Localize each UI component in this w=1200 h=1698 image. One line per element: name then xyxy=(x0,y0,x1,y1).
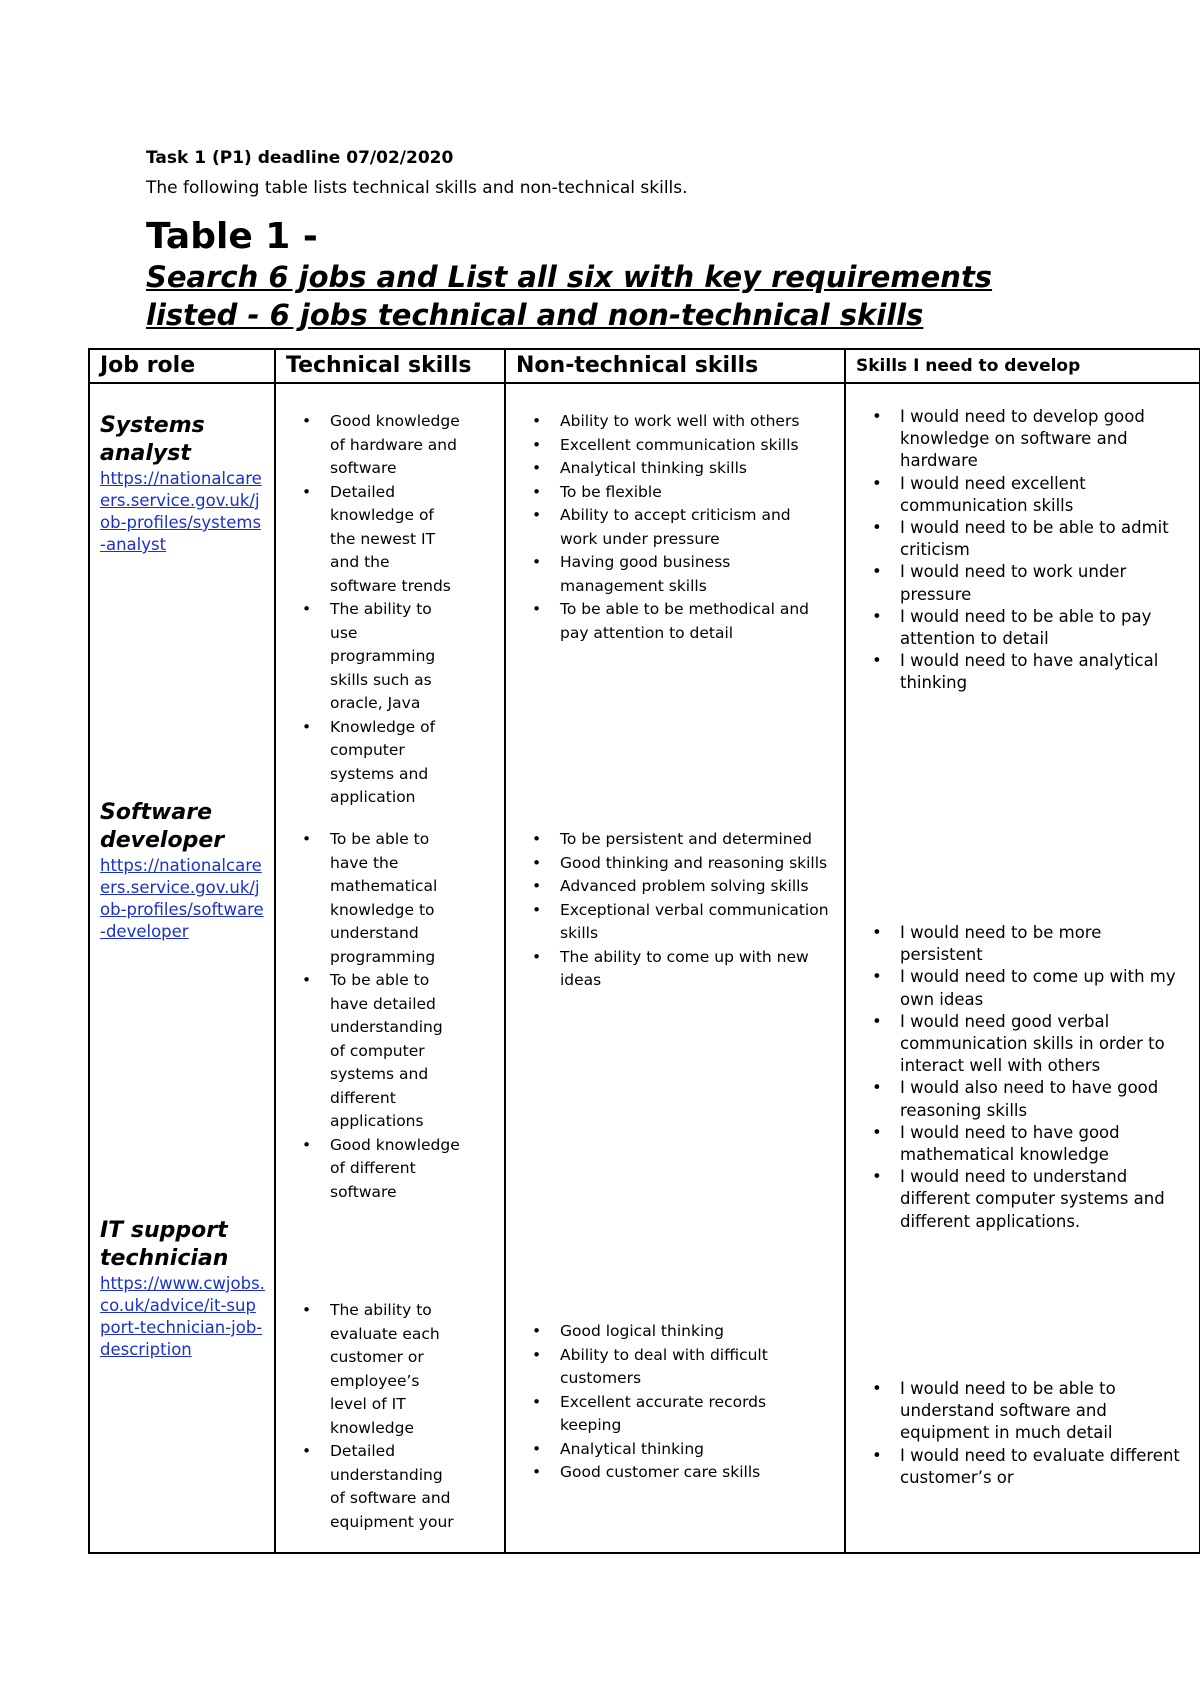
non-technical-skill-list xyxy=(520,828,830,993)
technical-skill-item: • The ability to use programming skills such as oracle, Java xyxy=(290,598,460,716)
develop-skill-item: • I would need to evaluate different customer’s or xyxy=(860,1445,1180,1489)
develop-skill-item: • I would need to be able to admit criticism xyxy=(860,517,1180,561)
header-skills-to-develop: Skills I need to develop xyxy=(845,349,1200,383)
non-technical-skill-item: • Ability to deal with difficult customers xyxy=(520,1344,830,1391)
non-technical-skill-item: • The ability to come up with new ideas xyxy=(520,946,830,993)
technical-skill-item: • Good knowledge of hardware and software xyxy=(290,410,460,481)
non-technical-skill-item: • To be persistent and determined xyxy=(520,828,830,852)
non-technical-skill-list xyxy=(520,1320,830,1485)
develop-skill-item: • I would need to understand different computer systems and different applications. xyxy=(860,1166,1180,1233)
non-technical-skill-item: • To be able to be methodical and pay attention to detail xyxy=(520,598,830,645)
job-role-block xyxy=(100,412,265,556)
non-technical-skill-item: • Ability to work well with others xyxy=(520,410,830,434)
table-title: Table 1 - xyxy=(146,216,318,257)
job-title: IT support technician xyxy=(100,1218,229,1271)
non-technical-skill-item: • Good thinking and reasoning skills xyxy=(520,852,830,876)
technical-skill-list xyxy=(290,1299,460,1534)
develop-skill-item: • I would need excellent communication skills xyxy=(860,473,1180,517)
develop-skill-item: • I would also need to have good reasoning skills xyxy=(860,1077,1180,1121)
develop-skill-list xyxy=(860,1378,1180,1489)
non-technical-skill-item: • Analytical thinking skills xyxy=(520,457,830,481)
technical-skill-item: • Good knowledge of different software xyxy=(290,1134,460,1205)
develop-skill-item: • I would need good verbal communication skills in order to interact well with others xyxy=(860,1011,1180,1078)
technical-skill-list xyxy=(290,828,460,1204)
technical-skill-item: • Detailed knowledge of the newest IT and the software trends xyxy=(290,481,460,599)
job-title: Systems analyst xyxy=(100,413,205,466)
develop-skill-list xyxy=(860,922,1180,1233)
job-role-cell xyxy=(89,383,275,1553)
table-subtitle: Search 6 jobs and List all six with key requirements listed - 6 jobs technical and non-technical skills xyxy=(146,260,993,332)
non-technical-skills-cell xyxy=(505,383,845,1553)
technical-skill-list xyxy=(290,410,460,810)
job-role-block xyxy=(100,1217,265,1361)
header-job-role: Job role xyxy=(89,349,275,383)
non-technical-skill-item: • To be flexible xyxy=(520,481,830,505)
non-technical-skill-item: • Good logical thinking xyxy=(520,1320,830,1344)
develop-skill-item: • I would need to be able to understand software and equipment in much detail xyxy=(860,1378,1180,1445)
non-technical-skill-item: • Having good business management skills xyxy=(520,551,830,598)
table-header-row xyxy=(89,349,1200,383)
skills-table xyxy=(88,348,1200,1554)
job-title: Software developer xyxy=(100,800,225,853)
non-technical-skill-item: • Good customer care skills xyxy=(520,1461,830,1485)
non-technical-skill-item: • Ability to accept criticism and work under pressure xyxy=(520,504,830,551)
develop-skill-item: • I would need to work under pressure xyxy=(860,561,1180,605)
task-heading: Task 1 (P1) deadline 07/02/2020 xyxy=(146,148,454,168)
technical-skill-item: • The ability to evaluate each customer or employee’s level of IT knowledge xyxy=(290,1299,460,1440)
non-technical-skill-item: • Excellent communication skills xyxy=(520,434,830,458)
develop-skill-item: • I would need to be more persistent xyxy=(860,922,1180,966)
technical-skill-item: • To be able to have detailed understanding of computer systems and different applications xyxy=(290,969,460,1134)
technical-skill-item: • To be able to have the mathematical knowledge to understand programming xyxy=(290,828,460,969)
table-body-row xyxy=(89,383,1200,1553)
develop-skill-item: • I would need to have analytical thinking xyxy=(860,650,1180,694)
header-non-technical-skills: Non-technical skills xyxy=(505,349,845,383)
develop-skill-item: • I would need to have good mathematical knowledge xyxy=(860,1122,1180,1166)
technical-skills-cell xyxy=(275,383,505,1553)
job-profile-link[interactable]: https://nationalcareers.service.gov.uk/job-profiles/systems-analyst xyxy=(100,469,262,554)
intro-text: The following table lists technical skills and non-technical skills. xyxy=(146,178,688,198)
non-technical-skill-item: • Excellent accurate records keeping xyxy=(520,1391,830,1438)
technical-skill-item: • Detailed understanding of software and equipment your xyxy=(290,1440,460,1534)
non-technical-skill-item: • Analytical thinking xyxy=(520,1438,830,1462)
non-technical-skill-item: • Advanced problem solving skills xyxy=(520,875,830,899)
header-technical-skills: Technical skills xyxy=(275,349,505,383)
non-technical-skill-list xyxy=(520,410,830,645)
job-profile-link[interactable]: https://nationalcareers.service.gov.uk/job-profiles/software-developer xyxy=(100,856,264,941)
develop-skill-item: • I would need to come up with my own ideas xyxy=(860,966,1180,1010)
job-profile-link[interactable]: https://www.cwjobs.co.uk/advice/it-support-technician-job-description xyxy=(100,1274,265,1359)
job-role-block xyxy=(100,799,265,943)
technical-skill-item: • Knowledge of computer systems and application xyxy=(290,716,460,810)
non-technical-skill-item: • Exceptional verbal communication skills xyxy=(520,899,830,946)
develop-skill-item: • I would need to be able to pay attention to detail xyxy=(860,606,1180,650)
develop-skill-list xyxy=(860,406,1180,695)
develop-skill-item: • I would need to develop good knowledge on software and hardware xyxy=(860,406,1180,473)
skills-to-develop-cell xyxy=(845,383,1200,1553)
